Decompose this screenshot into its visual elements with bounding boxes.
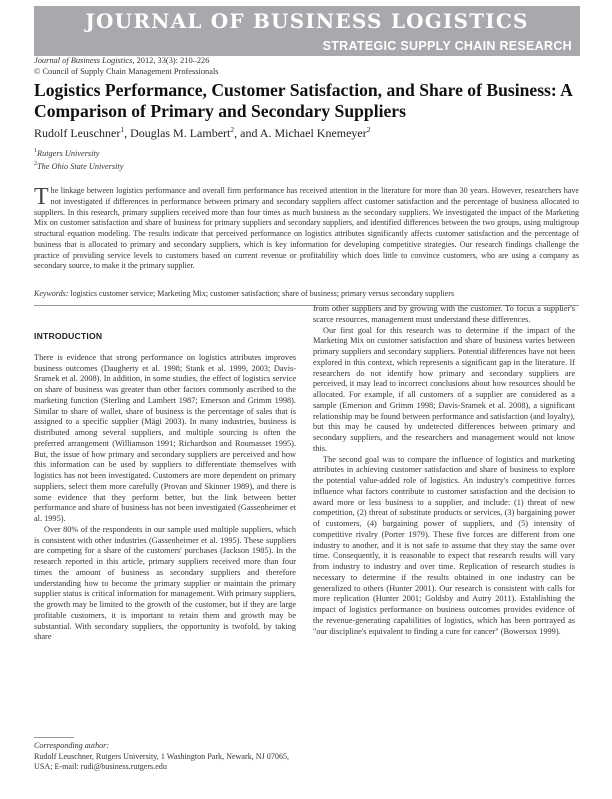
right-column [313,304,575,637]
paragraph: Over 80% of the respondents in our sample used multiple suppliers, which is consistent with other industries (Gassenheimer et al. 1995). These suppliers are competing for a share of the customers' purchases (Jackson 1985). In the research reported in this article, primary suppliers received more than four times the amount of business as secondary suppliers and therefore understanding how to become the primary supplier or maintain the primary supplier status is critical information for management. With primary suppliers, the growth may be limited to the growth of the customer, but if they are large profitable customers, it is important to retain them and growth may be substantial. With secondary suppliers, the opportunity is twofold, by taking share [34,524,296,642]
keywords-label: Keywords: [34,289,69,298]
paragraph: The second goal was to compare the influence of logistics and marketing attributes in achieving customer satisfaction and share of business to explore the potential value-added role of logistics. An industry's competitive forces influence what factors contribute to customer satisfaction and the decision to award more or less business to a supplier, and include: (1) threat of new competition, (2) threat of substitute products or services, (3) bargaining power of customers, (4) bargaining power of suppliers, and (5) intensity of competitive rivalry (Porter 1979). These five forces are different from one industry to another, and it is not safe to assume that they stay the same over time. Consequently, it is reasonable to expect that research results will vary from industry to industry and over time. Replication of research studies is necessary to determine if the results obtained in one industry can be generalized to others (Hunter 2001). Our research is consistent with calls for more replication (Hunter 2001; Goldsby and Autry 2011). Establishing the impact of logistics performance on business outcomes provides evidence of the revenue-generating capabilities of logistics, which has been portrayed as "our discipline's equivalent to finding a cure for cancer" (Bowersox 1999). [313,454,575,636]
affiliation-mark: 1 [34,148,37,154]
abstract-dropcap: T [34,184,49,210]
journal-banner [34,6,580,56]
section-heading: INTRODUCTION [34,331,103,341]
paragraph: from other suppliers and by growing with the customer. To focus a supplier's scarce resources, management must understand these differences. [313,304,575,324]
author-affil-mark: 2 [366,125,371,134]
author-affil-mark: 1 [120,125,125,134]
paragraph: There is evidence that strong performance on logistics attributes improves business outcomes (Daugherty et al. 1998; Stank et al. 1999, 2003; Davis-Sramek et al. 2008). In addition, in some studies, the effect of logistics service on share of business was greater than other factors commonly ascribed to the marketing function (Sterling and Lambert 1987; Emerson and Grimm 1998). Similar to share of wallet, share of business is the percentage of sales that is assigned to a specific supplier (Mägi 2003). In many industries, business is distributed among several suppliers, and multiple sourcing is often the preferred arrangement (Williamson 1991; Richardson and Roumasset 1995). But, the issue of how primary and secondary suppliers are perceived and how this information can be used by suppliers to differentiate themselves with logistics has not been investigated. Customers are more dependent on primary suppliers, select them more carefully (Provan and Skinner 1989), and there is some evidence that they perform better, but the link between better performance and share of business has not been investigated (Gassenheimer et al. 1995). [34,352,296,523]
left-column [34,331,296,643]
keywords [34,289,579,298]
author-separator: , [124,126,131,140]
author-separator: , and [234,126,260,140]
affiliation [34,159,123,172]
journal-title: JOURNAL OF BUSINESS LOGISTICS [85,9,529,33]
affiliations [34,146,123,173]
abstract [34,186,579,272]
author-name: Douglas M. Lambert [130,126,231,140]
copyright-line: © Council of Supply Chain Management Professionals [34,66,219,76]
footnote-divider [34,737,74,738]
citation-details: , 2012, 33(3): 210–226 [132,56,210,65]
author-list [34,125,371,141]
affiliation-name: Rutgers University [37,148,100,158]
journal-subtitle: STRATEGIC SUPPLY CHAIN RESEARCH [322,39,572,53]
citation-journal: Journal of Business Logistics [34,56,133,65]
citation-line [34,56,219,67]
abstract-text: he linkage between logistics performance and overall firm performance has received attention in the literature for more than 30 years. However, researchers have not investigated if differences in performance between primary and secondary suppliers affect customer satisfaction and the percentage of business allocated to suppliers. In this research, primary suppliers received more than four times as much business as the secondary suppliers. We investigated the impact of the Marketing Mix on customer satisfaction and share of business for primary suppliers and secondary suppliers, and identified differences between the two groups, using multigroup structural equation modeling. The results indicate that perceived performance on logistics attributes significantly affects customer satisfaction and the percentage of business that is allocated to primary and secondary suppliers, which is key information for developing competitive strategies. Our research findings challenge the practice of providing service levels to customers based on current revenue or profitability which does little to convince customers, who are using a company as secondary source, to make it the primary supplier. [34,186,579,271]
correspondence-label: Corresponding author: [34,741,110,750]
affiliation-mark: 2 [34,161,37,168]
article-title: Logistics Performance, Customer Satisfaction, and Share of Business: A Comparison of Primary and Secondary Suppliers [34,80,572,121]
author-name: A. Michael Knemeyer [259,126,367,140]
citation-block [34,56,219,77]
author-affil-mark: 2 [230,125,235,134]
keywords-text: logistics customer service; Marketing Mix; customer satisfaction; share of business; primary versus secondary suppliers [68,289,455,298]
affiliation-name: The Ohio State University [37,162,124,172]
correspondence [34,741,296,773]
affiliation [34,146,123,159]
paragraph: Our first goal for this research was to determine if the impact of the Marketing Mix on customer satisfaction and share of business varies between primary suppliers and secondary suppliers. Potential differences have not been explored in this context, which represents a significant gap in the literature. If researchers do not identify how primary and secondary suppliers are perceived, it may lead to incorrect conclusions about how resources should be allocated. For example, if all customers of a supplier are considered as a sample (Emerson and Grimm 1998; Davis-Sramek et al. 2008), a significant relationship may be found between performance and satisfaction (and loyalty), but this may be caused by undetected differences between primary and secondary suppliers, and the researchers and management would not know this. [313,325,575,453]
correspondence-address: Rudolf Leuschner, Rutgers University, 1 Washington Park, Newark, NJ 07065, USA; E-mail: rudi@business.rutgers.edu [34,751,290,771]
author-name: Rudolf Leuschner [34,126,121,140]
